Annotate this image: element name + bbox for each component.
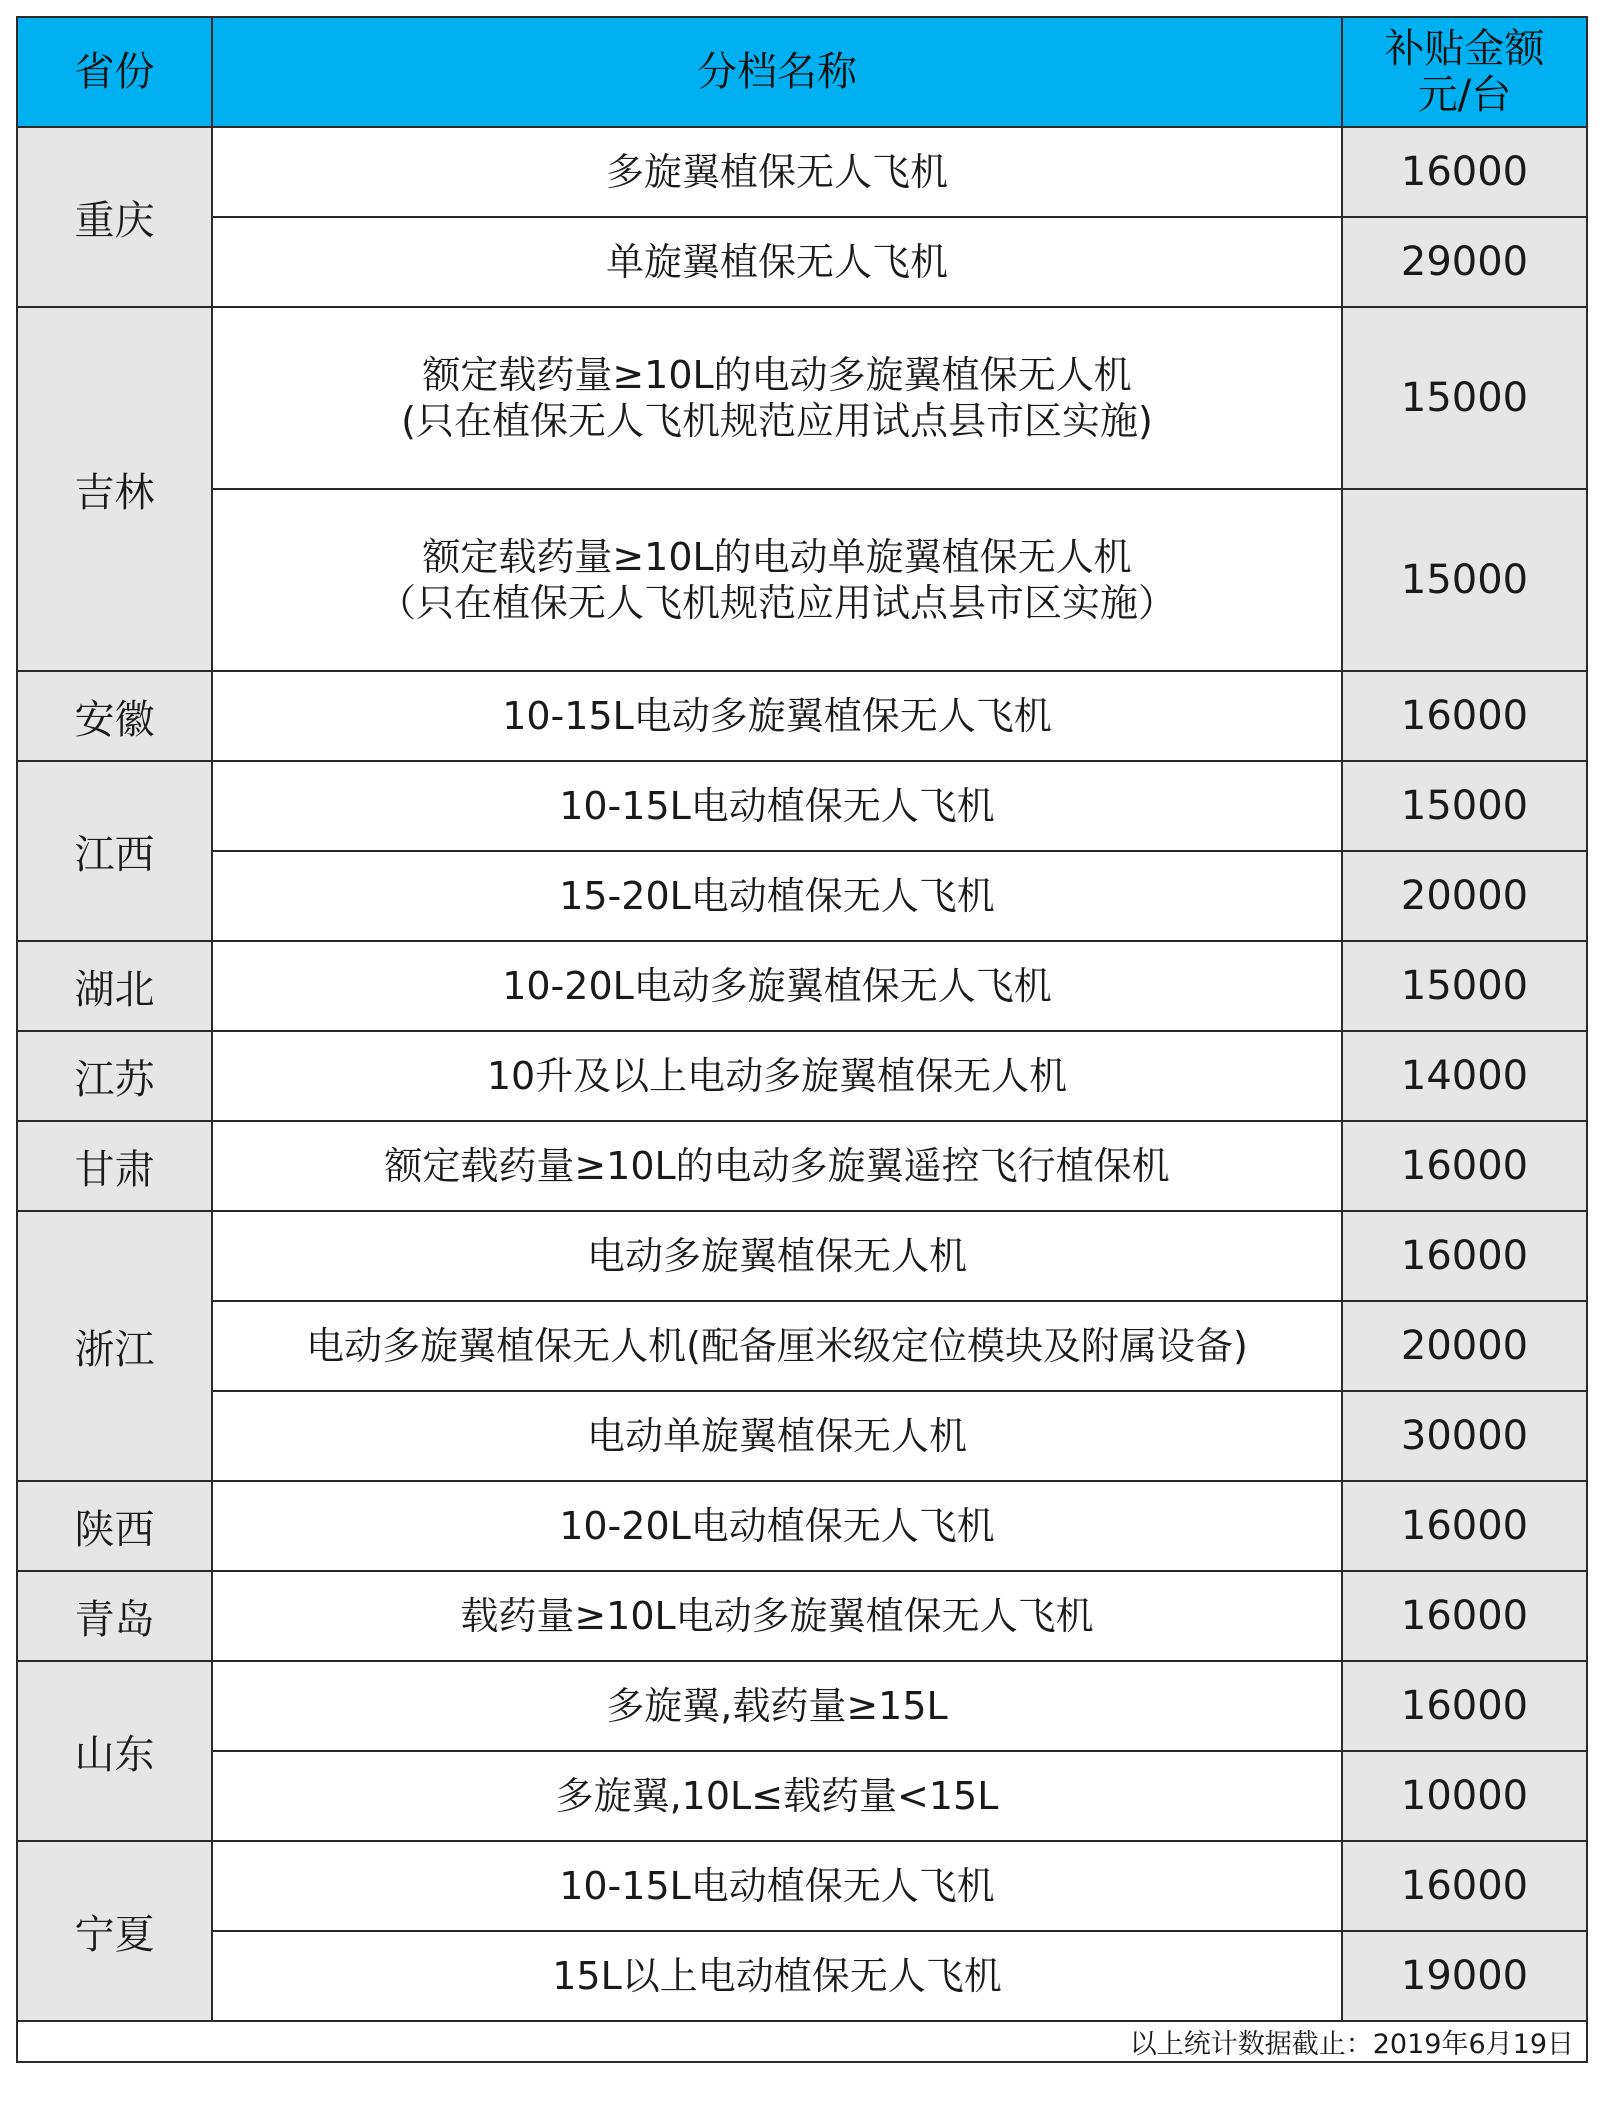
subsidy-amount-cell: 16000 bbox=[1342, 1841, 1587, 1931]
header-row bbox=[17, 17, 1587, 127]
footer-row bbox=[17, 2021, 1587, 2062]
tier-name-line: 载药量≥10L电动多旋翼植保无人飞机 bbox=[460, 1594, 1094, 1638]
table-row bbox=[17, 1391, 1587, 1481]
table-row bbox=[17, 1481, 1587, 1571]
subsidy-amount-cell: 16000 bbox=[1342, 1121, 1587, 1211]
province-cell: 湖北 bbox=[17, 941, 212, 1031]
tier-name-cell bbox=[212, 489, 1342, 671]
tier-name-cell bbox=[212, 1031, 1342, 1121]
subsidy-amount-cell: 16000 bbox=[1342, 1481, 1587, 1571]
tier-name-cell bbox=[212, 127, 1342, 217]
subsidy-amount-cell: 20000 bbox=[1342, 1301, 1587, 1391]
footer-note: 以上统计数据截止：2019年6月19日 bbox=[17, 2021, 1587, 2062]
table-row bbox=[17, 489, 1587, 671]
tier-name-cell bbox=[212, 1301, 1342, 1391]
table-row bbox=[17, 851, 1587, 941]
province-cell: 宁夏 bbox=[17, 1841, 212, 2021]
tier-name-line: 电动多旋翼植保无人机(配备厘米级定位模块及附属设备) bbox=[306, 1324, 1248, 1368]
subsidy-amount-cell: 10000 bbox=[1342, 1751, 1587, 1841]
subsidy-amount-cell: 20000 bbox=[1342, 851, 1587, 941]
tier-name-line: 10-15L电动植保无人飞机 bbox=[559, 1864, 995, 1908]
tier-name-cell bbox=[212, 851, 1342, 941]
tier-name-cell bbox=[212, 761, 1342, 851]
table-row bbox=[17, 307, 1587, 489]
tier-name-line: 额定载药量≥10L的电动多旋翼遥控飞行植保机 bbox=[384, 1144, 1170, 1188]
header-tier-name: 分档名称 bbox=[212, 17, 1342, 127]
subsidy-amount-cell: 29000 bbox=[1342, 217, 1587, 307]
tier-name-cell bbox=[212, 1211, 1342, 1301]
tier-name-line: 多旋翼,10L≤载药量<15L bbox=[555, 1774, 999, 1818]
subsidy-amount-cell: 30000 bbox=[1342, 1391, 1587, 1481]
province-cell: 浙江 bbox=[17, 1211, 212, 1481]
tier-name-line: 电动多旋翼植保无人机 bbox=[586, 1234, 967, 1278]
province-cell: 安徽 bbox=[17, 671, 212, 761]
table-row bbox=[17, 1661, 1587, 1751]
tier-name-line: 多旋翼植保无人飞机 bbox=[605, 150, 948, 194]
header-amount bbox=[1342, 17, 1587, 127]
tier-name-line: 15-20L电动植保无人飞机 bbox=[559, 874, 995, 918]
province-cell: 甘肃 bbox=[17, 1121, 212, 1211]
table-row bbox=[17, 217, 1587, 307]
province-cell: 山东 bbox=[17, 1661, 212, 1841]
subsidy-amount-cell: 15000 bbox=[1342, 761, 1587, 851]
subsidy-amount-cell: 14000 bbox=[1342, 1031, 1587, 1121]
tier-name-line: 10-15L电动多旋翼植保无人飞机 bbox=[502, 694, 1052, 738]
tier-name-line: （只在植保无人飞机规范应用试点县市区实施） bbox=[377, 581, 1176, 625]
tier-name-cell bbox=[212, 941, 1342, 1031]
header-amount-line1: 补贴金额 bbox=[1384, 26, 1545, 72]
tier-name-line: 单旋翼植保无人飞机 bbox=[605, 240, 948, 284]
tier-name-line: 10-15L电动植保无人飞机 bbox=[559, 784, 995, 828]
subsidy-table bbox=[16, 16, 1588, 2063]
province-cell: 江西 bbox=[17, 761, 212, 941]
tier-name-cell bbox=[212, 1121, 1342, 1211]
province-cell: 陕西 bbox=[17, 1481, 212, 1571]
table-row bbox=[17, 1211, 1587, 1301]
tier-name-cell bbox=[212, 671, 1342, 761]
tier-name-line: (只在植保无人飞机规范应用试点县市区实施) bbox=[401, 399, 1153, 443]
table-body bbox=[17, 127, 1587, 2021]
tier-name-line: 电动单旋翼植保无人机 bbox=[586, 1414, 967, 1458]
tier-name-cell bbox=[212, 217, 1342, 307]
tier-name-cell bbox=[212, 1661, 1342, 1751]
province-cell: 青岛 bbox=[17, 1571, 212, 1661]
table-row bbox=[17, 1121, 1587, 1211]
subsidy-amount-cell: 19000 bbox=[1342, 1931, 1587, 2021]
tier-name-cell bbox=[212, 307, 1342, 489]
table-row bbox=[17, 1751, 1587, 1841]
table-row bbox=[17, 1571, 1587, 1661]
subsidy-amount-cell: 15000 bbox=[1342, 941, 1587, 1031]
province-cell: 吉林 bbox=[17, 307, 212, 671]
table-row bbox=[17, 1301, 1587, 1391]
tier-name-line: 10-20L电动植保无人飞机 bbox=[559, 1504, 995, 1548]
table-row bbox=[17, 127, 1587, 217]
subsidy-amount-cell: 15000 bbox=[1342, 307, 1587, 489]
subsidy-amount-cell: 16000 bbox=[1342, 1661, 1587, 1751]
tier-name-line: 10升及以上电动多旋翼植保无人机 bbox=[486, 1054, 1068, 1098]
tier-name-line: 额定载药量≥10L的电动多旋翼植保无人机 bbox=[422, 353, 1132, 397]
tier-name-cell bbox=[212, 1931, 1342, 2021]
table-row bbox=[17, 1931, 1587, 2021]
table-row bbox=[17, 761, 1587, 851]
tier-name-line: 额定载药量≥10L的电动单旋翼植保无人机 bbox=[422, 535, 1132, 579]
subsidy-amount-cell: 16000 bbox=[1342, 1571, 1587, 1661]
subsidy-amount-cell: 16000 bbox=[1342, 671, 1587, 761]
header-province: 省份 bbox=[17, 17, 212, 127]
subsidy-amount-cell: 16000 bbox=[1342, 1211, 1587, 1301]
tier-name-cell bbox=[212, 1571, 1342, 1661]
province-cell: 重庆 bbox=[17, 127, 212, 307]
subsidy-amount-cell: 16000 bbox=[1342, 127, 1587, 217]
table-row bbox=[17, 671, 1587, 761]
tier-name-line: 15L以上电动植保无人飞机 bbox=[552, 1954, 1002, 1998]
tier-name-cell bbox=[212, 1841, 1342, 1931]
table-row bbox=[17, 941, 1587, 1031]
tier-name-line: 多旋翼,载药量≥15L bbox=[606, 1684, 948, 1728]
tier-name-line: 10-20L电动多旋翼植保无人飞机 bbox=[502, 964, 1052, 1008]
province-cell: 江苏 bbox=[17, 1031, 212, 1121]
table-row bbox=[17, 1841, 1587, 1931]
tier-name-cell bbox=[212, 1481, 1342, 1571]
header-amount-line2: 元/台 bbox=[1417, 72, 1512, 118]
table-row bbox=[17, 1031, 1587, 1121]
tier-name-cell bbox=[212, 1751, 1342, 1841]
subsidy-amount-cell: 15000 bbox=[1342, 489, 1587, 671]
tier-name-cell bbox=[212, 1391, 1342, 1481]
